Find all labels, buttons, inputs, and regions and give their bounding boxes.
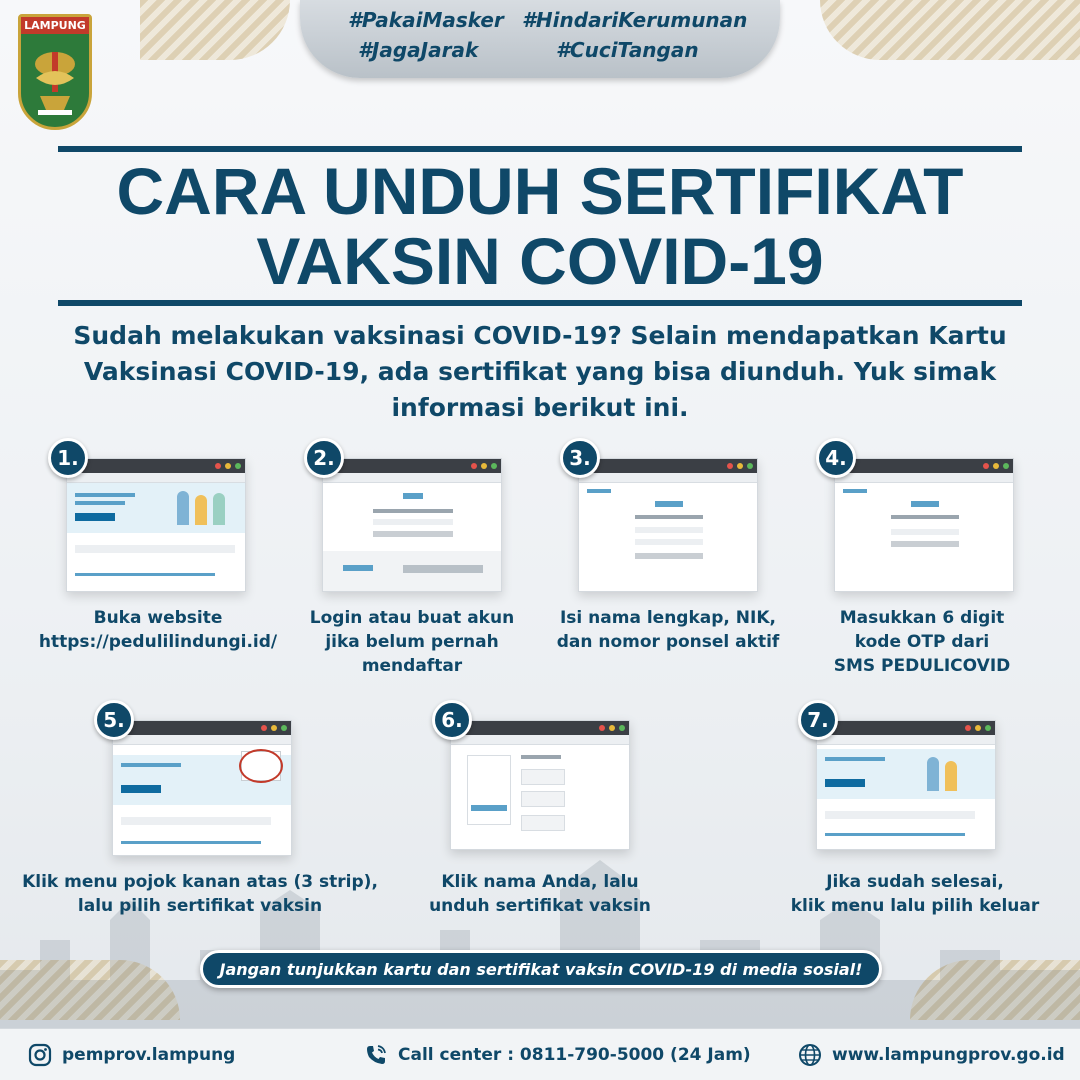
step-6-caption-line: Klik nama Anda, lalu — [441, 872, 639, 892]
step-7-screenshot — [816, 720, 996, 850]
globe-icon — [798, 1043, 822, 1067]
hashtag-pakai-masker: #PakaiMasker — [348, 8, 504, 32]
footer — [0, 1028, 1080, 1080]
instagram-handle: pemprov.lampung — [62, 1045, 236, 1065]
step-7-caption-line: Jika sudah selesai, — [826, 872, 1004, 892]
step-5-screenshot — [112, 720, 292, 856]
corner-ornament-top-left — [140, 0, 290, 60]
step-2-caption-line: jika belum pernah — [325, 632, 499, 652]
step-4-caption — [800, 606, 1044, 678]
step-4-number: 4. — [816, 438, 856, 478]
step-4-caption-line: SMS PEDULICOVID — [833, 656, 1011, 676]
lampung-logo — [18, 14, 92, 130]
step-6-caption-line: unduh sertifikat vaksin — [429, 896, 651, 916]
title-rule-bottom — [58, 300, 1022, 306]
step-3-caption-line: dan nomor ponsel aktif — [556, 632, 780, 652]
logo-label: LAMPUNG — [21, 17, 89, 34]
footer-instagram[interactable] — [28, 1043, 235, 1067]
step-1-caption-line: Buka website — [93, 608, 223, 628]
phone-icon — [364, 1043, 388, 1067]
hashtag-cuci-tangan: #CuciTangan — [556, 38, 699, 62]
step-2-screenshot — [322, 458, 502, 592]
step-1-caption-line: https://pedulilindungi.id/ — [38, 632, 278, 652]
step-7-caption — [770, 870, 1060, 918]
step-6-caption — [410, 870, 670, 918]
step-7-number: 7. — [798, 700, 838, 740]
page-title-line-1: CARA UNDUH SERTIFIKAT — [116, 154, 964, 228]
step-6-screenshot — [450, 720, 630, 850]
footer-website[interactable] — [798, 1043, 1065, 1067]
step-3-number: 3. — [560, 438, 600, 478]
step-1-number: 1. — [48, 438, 88, 478]
title-rule-top — [58, 146, 1022, 152]
step-3-screenshot — [578, 458, 758, 592]
hashtag-banner — [300, 0, 780, 78]
website-url: www.lampungprov.go.id — [832, 1045, 1065, 1065]
step-2-caption-line: Login atau buat akun — [309, 608, 515, 628]
intro-text: Sudah melakukan vaksinasi COVID-19? Selain mendapatkan Kartu Vaksinasi COVID-19, ada sertifikat yang bisa diunduh. Yuk simak informasi berikut ini. — [73, 321, 1007, 422]
step-4-caption-line: kode OTP dari — [854, 632, 990, 652]
step-2-caption-line: mendaftar — [361, 656, 463, 676]
step-6-number: 6. — [432, 700, 472, 740]
footer-callcenter[interactable] — [364, 1043, 751, 1067]
step-4-caption-line: Masukkan 6 digit — [839, 608, 1005, 628]
hashtag-hindari-kerumunan: #HindariKerumunan — [522, 8, 748, 32]
step-3-caption-line: Isi nama lengkap, NIK, — [559, 608, 776, 628]
step-5-caption-line: lalu pilih sertifikat vaksin — [77, 896, 323, 916]
step-5-caption-line: Klik menu pojok kanan atas (3 strip), — [22, 872, 378, 892]
step-5-caption — [20, 870, 380, 918]
step-1-caption — [20, 606, 296, 654]
step-1-screenshot — [66, 458, 246, 592]
page-title-line-2: VAKSIN COVID-19 — [256, 224, 824, 298]
instagram-icon — [28, 1043, 52, 1067]
step-2-caption — [290, 606, 534, 678]
step-3-caption — [540, 606, 796, 654]
lampung-crest-icon — [26, 34, 84, 127]
hashtag-jaga-jarak: #JagaJarak — [358, 38, 479, 62]
city-skyline-background — [0, 830, 1080, 1030]
callcenter-text: Call center : 0811-790-5000 (24 Jam) — [398, 1045, 751, 1065]
corner-ornament-top-right — [820, 0, 1080, 60]
step-4-screenshot — [834, 458, 1014, 592]
step-5-number: 5. — [94, 700, 134, 740]
warning-banner: Jangan tunjukkan kartu dan sertifikat vaksin COVID-19 di media sosial! — [200, 950, 882, 988]
step-2-number: 2. — [304, 438, 344, 478]
step-7-caption-line: klik menu lalu pilih keluar — [790, 896, 1040, 916]
